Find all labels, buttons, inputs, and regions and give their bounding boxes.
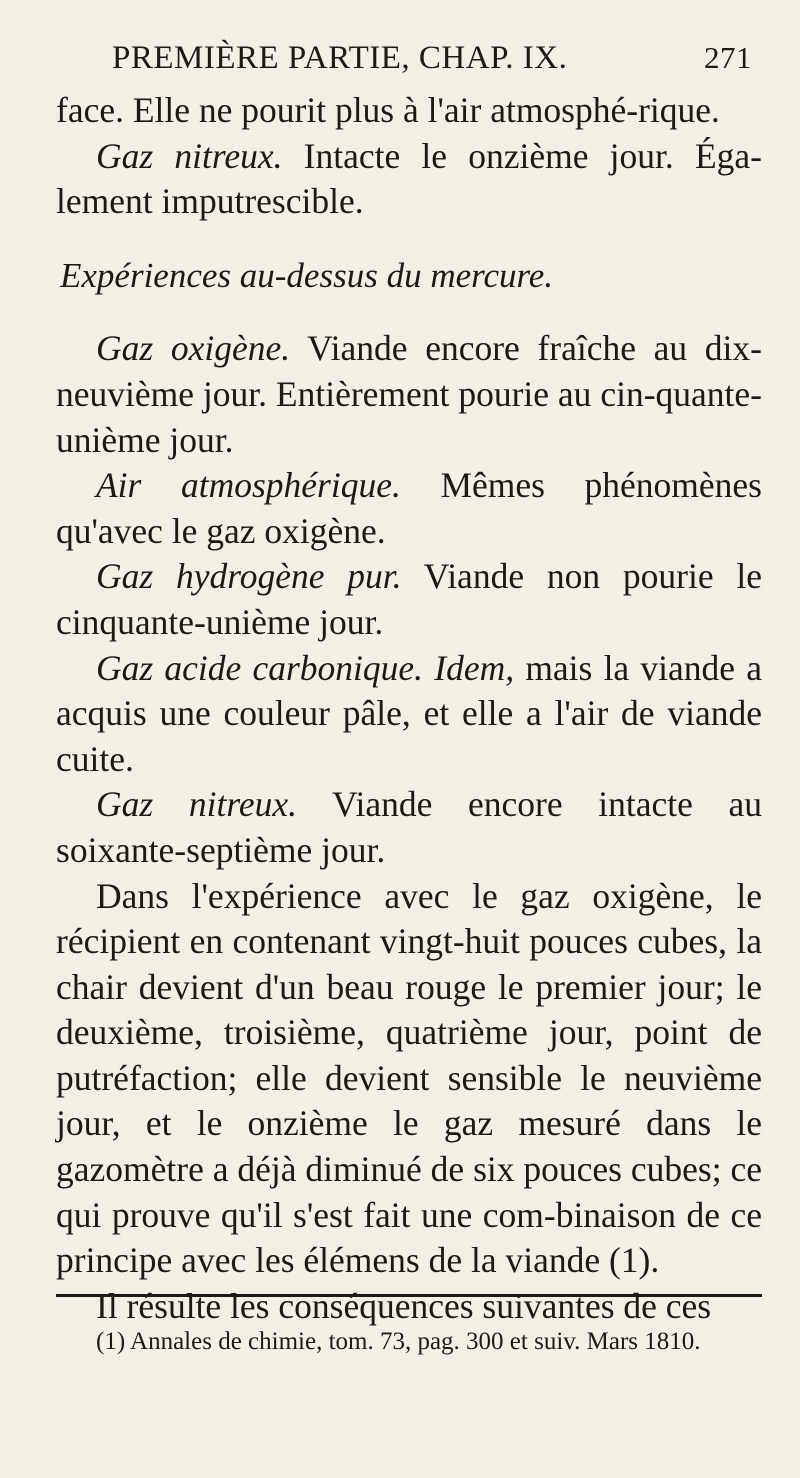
- footnote-text: (1) Annales de chimie, tom. 73, pag. 300 et suiv. Mars 1810.: [96, 1328, 701, 1355]
- body-text: [56, 88, 762, 1329]
- paragraph-gaz-hydrogene: [56, 554, 762, 645]
- paragraph-air-atmospherique: [56, 463, 762, 554]
- footnote: [56, 1326, 762, 1357]
- paragraph-gaz-nitreux-air: [56, 134, 762, 225]
- paragraph-text: Viande non pourie le cinquante-unième jour.: [56, 556, 762, 642]
- paragraph-gaz-acide-carbonique: [56, 646, 762, 783]
- paragraph-experience-oxigene: Dans l'expérience avec le gaz oxigène, le récipient en contenant vingt-huit pouces cubes, la chair devient d'un beau rouge le premier jour; le deuxième, troisième, quatrième jour, point de putréfaction; elle devient sensible le neuvième jour, et le onzième le gaz mesuré dans le gazomètre a déjà diminué de six pouces cubes; ce qui prouve qu'il s'est fait une com-binaison de ce principe avec les élémens de la viande (1).: [56, 875, 762, 1281]
- paragraph-text: Viande encore fraîche au dix-neuvième jour. Entièrement pourie au cin-quante-unième jour.: [56, 328, 762, 460]
- paragraph-lead: Gaz hydrogène pur.: [96, 556, 402, 597]
- section-heading: Expériences au-dessus du mercure.: [60, 255, 554, 295]
- paragraph-lead: Air atmosphérique.: [96, 465, 401, 506]
- paragraph-lead: Gaz acide carbonique. Idem,: [96, 647, 515, 688]
- paragraph-lead: Gaz oxigène.: [96, 328, 291, 369]
- paragraph-consequences: Il résulte les conséquences suivantes de ces: [96, 1285, 712, 1326]
- paragraph-lead: Gaz nitreux.: [96, 784, 297, 825]
- paragraph-text: mais la viande a acquis une couleur pâle, et elle a l'air de viande cuite.: [56, 647, 762, 779]
- paragraph-gaz-oxigene: [56, 326, 762, 463]
- page-header: [112, 40, 752, 77]
- paragraph-continued: face. Elle ne pourit plus à l'air atmosphé-rique.: [56, 90, 720, 130]
- paragraph-text: Viande encore intacte au soixante-septième jour.: [56, 784, 762, 870]
- paragraph-text: Mêmes phénomènes qu'avec le gaz oxigène.: [56, 465, 762, 551]
- page-number: 271: [704, 40, 752, 75]
- paragraph-lead: Gaz nitreux.: [96, 135, 283, 176]
- paragraph-gaz-nitreux-mercure: [56, 782, 762, 873]
- paragraph-text: Intacte le onzième jour. Éga-lement imputrescible.: [56, 135, 762, 222]
- footnote-divider: [56, 1294, 762, 1297]
- running-title: PREMIÈRE PARTIE, CHAP. IX.: [112, 40, 568, 76]
